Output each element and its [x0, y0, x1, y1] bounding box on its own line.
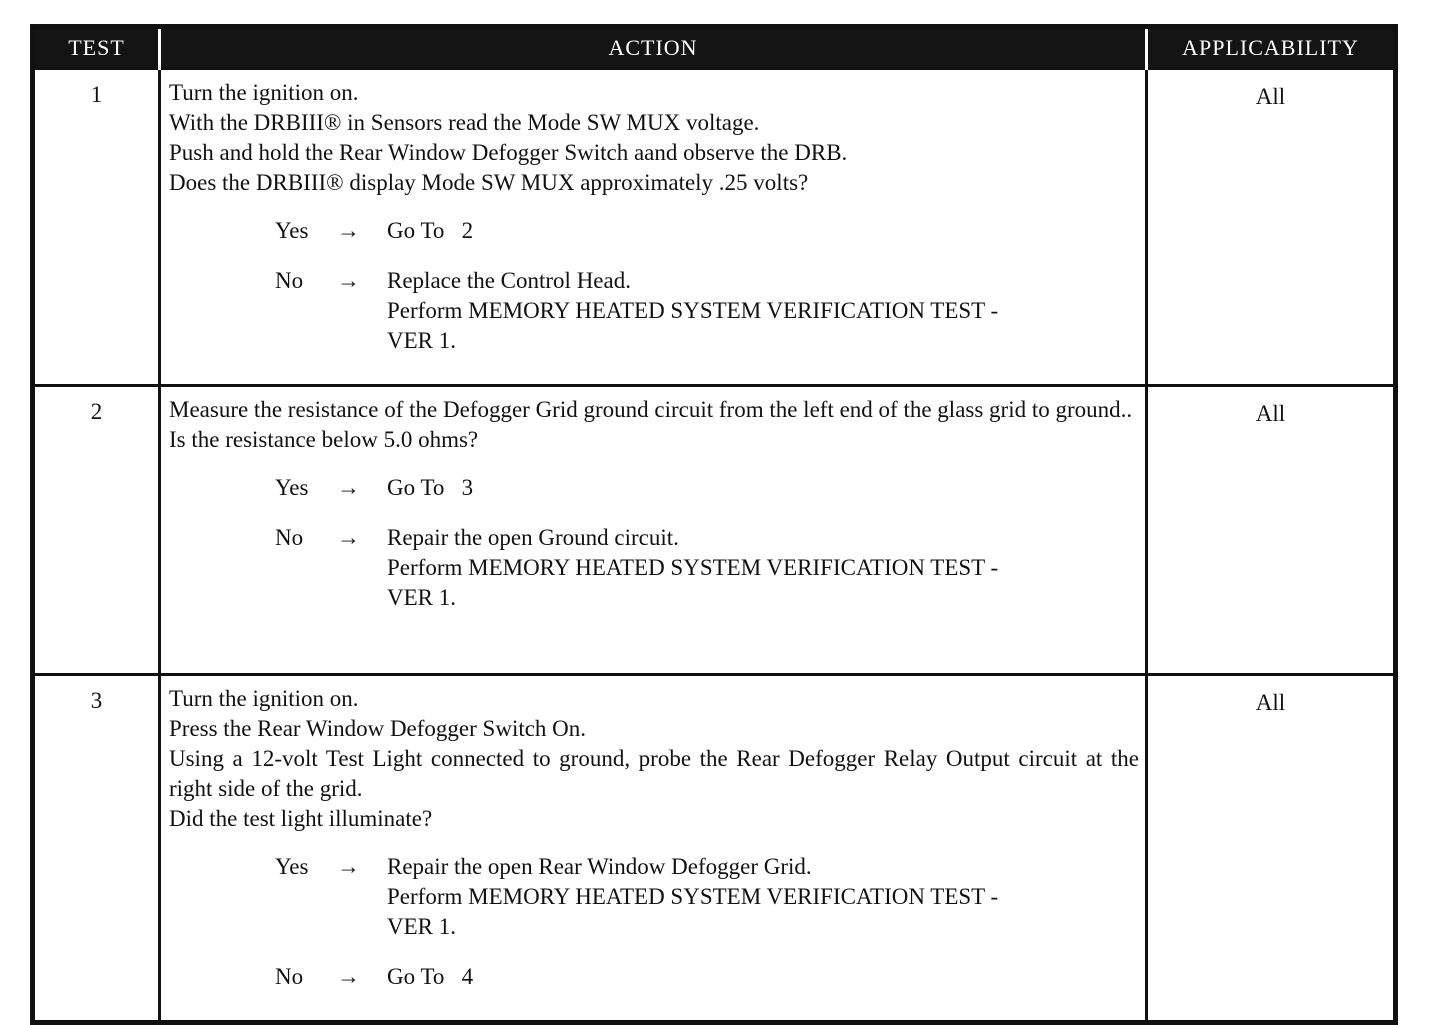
action-line: Does the DRBIII® display Mode SW MUX approximately .25 volts?: [169, 170, 809, 195]
table-row: [33, 675, 1396, 1023]
yes-label: Yes: [275, 475, 309, 500]
table-row: [33, 69, 1396, 386]
outcome-line: Replace the Control Head.: [387, 268, 631, 293]
no-outcome: [387, 523, 1139, 613]
outcome-line: Perform MEMORY HEATED SYSTEM VERIFICATION TEST -: [387, 884, 999, 909]
action-line: Turn the ignition on.: [169, 80, 359, 105]
arrow-icon: →: [337, 854, 360, 879]
yes-result: [169, 852, 1139, 942]
action-cell: [160, 675, 1147, 1023]
yes-outcome: [387, 216, 1139, 246]
test-number: 3: [33, 675, 160, 1023]
yes-result: [169, 473, 1139, 503]
table-header-row: [33, 27, 1396, 69]
no-result: [169, 266, 1139, 356]
test-number: 2: [33, 386, 160, 675]
no-outcome: [387, 266, 1139, 356]
action-line: Turn the ignition on.: [169, 686, 359, 711]
table-row: [33, 386, 1396, 675]
action-cell: [160, 386, 1147, 675]
outcome-line: VER 1.: [387, 585, 456, 610]
yes-result: [169, 216, 1139, 246]
applicability-value: All: [1147, 675, 1396, 1023]
arrow-icon: →: [337, 268, 360, 293]
header-action: ACTION: [160, 27, 1147, 69]
no-outcome: [387, 962, 1139, 992]
arrow-icon: →: [337, 525, 360, 550]
outcome-line: Go To 2: [387, 218, 474, 243]
action-cell: [160, 69, 1147, 386]
outcome-line: Go To 4: [387, 964, 474, 989]
arrow-icon: →: [337, 964, 360, 989]
action-line: Push and hold the Rear Window Defogger Switch aand observe the DRB.: [169, 140, 848, 165]
no-label: No: [275, 525, 304, 550]
action-line: Press the Rear Window Defogger Switch On.: [169, 716, 587, 741]
yes-label: Yes: [275, 218, 309, 243]
outcome-line: Perform MEMORY HEATED SYSTEM VERIFICATION TEST -: [387, 555, 999, 580]
applicability-value: All: [1147, 386, 1396, 675]
outcome-line: VER 1.: [387, 328, 456, 353]
outcome-line: Perform MEMORY HEATED SYSTEM VERIFICATION TEST -: [387, 298, 999, 323]
no-result: [169, 962, 1139, 992]
no-result: [169, 523, 1139, 613]
outcome-line: VER 1.: [387, 914, 456, 939]
outcome-line: Repair the open Rear Window Defogger Grid.: [387, 854, 812, 879]
applicability-value: All: [1147, 69, 1396, 386]
action-line: Is the resistance below 5.0 ohms?: [169, 427, 479, 452]
action-line: Measure the resistance of the Defogger Grid ground circuit from the left end of the glass grid to ground..: [169, 397, 1133, 422]
no-label: No: [275, 268, 304, 293]
header-applicability: APPLICABILITY: [1147, 27, 1396, 69]
test-number: 1: [33, 69, 160, 386]
arrow-icon: →: [337, 218, 360, 243]
yes-label: Yes: [275, 854, 309, 879]
arrow-icon: →: [337, 475, 360, 500]
diagnostic-test-table: [30, 24, 1398, 1025]
header-test: TEST: [33, 27, 160, 69]
outcome-line: Go To 3: [387, 475, 474, 500]
yes-outcome: [387, 852, 1139, 942]
yes-outcome: [387, 473, 1139, 503]
action-line: Using a 12-volt Test Light connected to ground, probe the Rear Defogger Relay Output circuit at the right side of the grid.: [169, 746, 1139, 801]
action-line: Did the test light illuminate?: [169, 806, 433, 831]
no-label: No: [275, 964, 304, 989]
action-line: With the DRBIII® in Sensors read the Mode SW MUX voltage.: [169, 110, 760, 135]
outcome-line: Repair the open Ground circuit.: [387, 525, 679, 550]
